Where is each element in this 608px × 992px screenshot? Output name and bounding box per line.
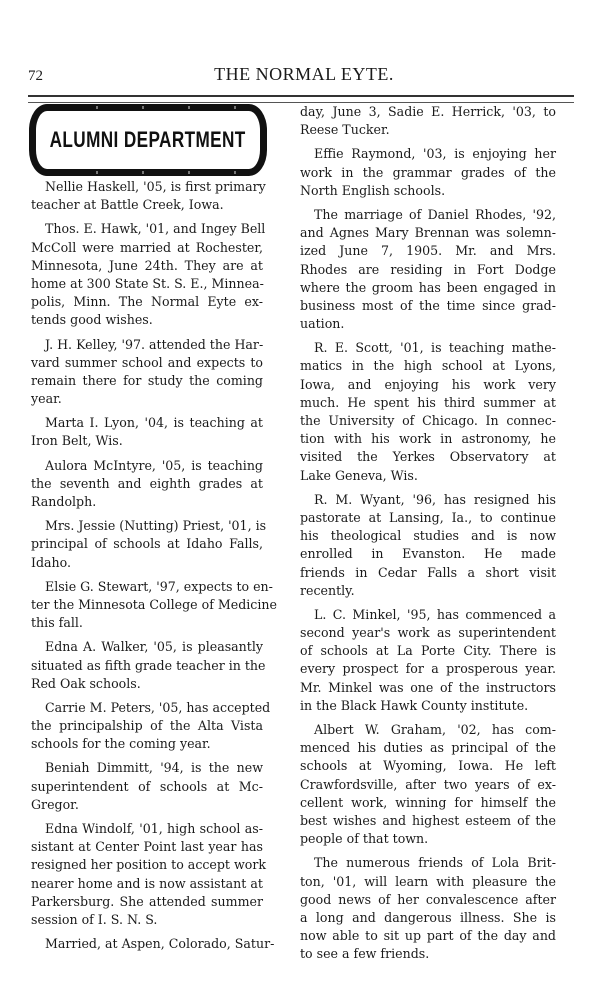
text-line: L. C. Minkel, '95, has commenced a [314, 606, 556, 622]
text-line: the University of Chicago. In connec- [300, 413, 556, 428]
text-line: Iron Belt, Wis. [31, 433, 123, 449]
text-line: Thos. E. Hawk, '01, and Ingey Bell [45, 221, 266, 237]
alumni-note-paragraph [300, 491, 556, 600]
text-line: Parkersburg. She attended summer [31, 893, 263, 909]
text-line: good news of her convalescence after [300, 891, 556, 907]
alumni-note-paragraph [31, 699, 271, 754]
text-line: ter the Minnesota College of Medicine [31, 596, 277, 612]
text-line: session of I. S. N. S. [31, 911, 158, 927]
alumni-note-paragraph [300, 206, 556, 333]
text-line: uation. [300, 316, 345, 332]
text-line: a long and dangerous illness. She is [300, 909, 556, 925]
alumni-note-paragraph [300, 721, 556, 848]
text-line: ton, '01, will learn with pleasure the [300, 873, 556, 889]
publication-title: THE NORMAL EYTE. [214, 64, 394, 84]
text-line: principal of schools at Idaho Falls, [31, 536, 263, 552]
alumni-note-paragraph [31, 220, 266, 329]
text-line: this fall. [31, 615, 83, 631]
text-line: Elsie G. Stewart, '97, expects to en- [45, 578, 273, 594]
text-line: R. M. Wyant, '96, has resigned his [314, 491, 556, 507]
text-line: pastorate at Lansing, Ia., to continue [300, 509, 556, 525]
text-line: R. E. Scott, '01, is teaching mathe- [314, 340, 556, 356]
alumni-note-paragraph [300, 339, 556, 485]
text-line: menced his duties as principal of the [300, 740, 556, 756]
text-line: Beniah Dimmitt, '94, is the new [45, 760, 263, 776]
alumni-note-paragraph [31, 820, 267, 929]
text-line: schools for the coming year. [31, 736, 211, 752]
text-line: second year's work as superintendent [300, 625, 556, 641]
header-rule-divider [28, 95, 574, 103]
text-line: vard summer school and expects to [31, 354, 263, 370]
alumni-note-paragraph [31, 759, 263, 814]
alumni-note-paragraph [31, 638, 266, 693]
text-line: and Agnes Mary Brennan was solemn- [300, 225, 556, 241]
text-line: The marriage of Daniel Rhodes, '92, [314, 206, 556, 222]
left-column [31, 104, 277, 959]
text-line: tends good wishes. [31, 312, 153, 328]
text-line: recently. [300, 582, 355, 598]
text-line: McColl were married at Rochester, [31, 239, 263, 255]
text-line: ized June 7, 1905. Mr. and Mrs. [300, 243, 556, 259]
text-line: Iowa, and enjoying his work very [300, 376, 556, 392]
text-line: people of that town. [300, 831, 429, 847]
alumni-note-paragraph [300, 145, 556, 200]
text-line: Carrie M. Peters, '05, has accepted [45, 699, 271, 715]
text-line: Married, at Aspen, Colorado, Satur- [45, 936, 275, 952]
page-number: 72 [28, 68, 43, 84]
text-line: year. [31, 391, 62, 407]
text-line: work in the grammar grades of the [300, 164, 556, 180]
section-title: ALUMNI DEPARTMENT [50, 126, 247, 152]
text-line: The numerous friends of Lola Brit- [314, 855, 556, 871]
alumni-note-paragraph [300, 606, 556, 715]
text-line: in the Black Hawk County institute. [300, 697, 529, 713]
text-line: Edna A. Walker, '05, is pleasantly [45, 639, 263, 655]
text-line: Reese Tucker. [300, 122, 390, 138]
text-line: his theological studies and is now [300, 528, 556, 544]
alumni-note-paragraph [31, 457, 263, 512]
text-line: matics in the high school at Lyons, [300, 358, 556, 374]
text-line: Minnesota, June 24th. They are at [31, 257, 263, 273]
text-line: Aulora McIntyre, '05, is teaching [45, 457, 263, 473]
text-line: sistant at Center Point last year has [31, 839, 263, 855]
alumni-note-paragraph [300, 103, 556, 139]
text-line: every prospect for a prosperous year. [300, 661, 556, 677]
text-line: situated as fifth grade teacher in the [31, 657, 266, 673]
text-line: the principalship of the Alta Vista [31, 718, 263, 734]
text-line: Albert W. Graham, '02, has com- [314, 722, 556, 737]
alumni-note-paragraph [300, 854, 556, 963]
text-line: enrolled in Evanston. He made [300, 546, 556, 562]
text-line: Idaho. [31, 554, 72, 570]
text-line: J. H. Kelley, '97. attended the Har- [45, 336, 264, 352]
text-line: Marta I. Lyon, '04, is teaching at [45, 415, 263, 431]
text-line: Gregor. [31, 796, 79, 812]
text-line: Edna Windolf, '01, high school as- [45, 821, 263, 836]
alumni-note-paragraph [31, 578, 277, 633]
text-line: much. He spent his third summer at [300, 394, 556, 410]
right-column [300, 103, 556, 969]
text-line: Mrs. Jessie (Nutting) Priest, '01, is [45, 518, 267, 534]
text-line: teacher at Battle Creek, Iowa. [31, 197, 224, 213]
text-line: superintendent of schools at Mc- [31, 778, 263, 794]
text-line: friends in Cedar Falls a short visit [300, 564, 556, 580]
text-line: where the groom has been engaged in [300, 279, 556, 295]
text-line: Mr. Minkel was one of the instructors [300, 679, 556, 695]
alumni-note-paragraph [31, 336, 263, 409]
text-line: best wishes and highest esteem of the [300, 812, 556, 828]
text-line: the seventh and eighth grades at [31, 475, 263, 491]
text-line: visited the Yerkes Observatory at [300, 449, 556, 465]
text-line: to see a few friends. [300, 946, 430, 962]
text-line: Red Oak schools. [31, 675, 141, 691]
text-line: Randolph. [31, 494, 97, 509]
text-line: tion with his work in astronomy, he [300, 431, 556, 447]
text-line: polis, Minn. The Normal Eyte ex- [31, 294, 263, 310]
text-line: Lake Geneva, Wis. [300, 467, 418, 483]
text-line: Nellie Haskell, '05, is first primary [45, 179, 266, 194]
text-line: resigned her position to accept work [31, 857, 267, 873]
text-line: Effie Raymond, '03, is enjoying her [314, 146, 556, 162]
text-line: cellent work, winning for himself the [300, 794, 556, 810]
text-line: of schools at La Porte City. There is [300, 643, 556, 659]
text-line: nearer home and is now assistant at [31, 875, 263, 891]
alumni-note-paragraph [31, 517, 267, 572]
alumni-note-paragraph [31, 414, 263, 450]
text-line: Crawfordsville, after two years of ex- [300, 776, 556, 792]
text-line: Rhodes are residing in Fort Dodge [300, 261, 556, 277]
text-line: business most of the time since grad- [300, 297, 556, 313]
text-line: now able to sit up part of the day and [300, 928, 556, 944]
alumni-note-paragraph [31, 935, 275, 953]
text-line: home at 300 State St. S. E., Minnea- [31, 275, 264, 291]
text-line: day, June 3, Sadie E. Herrick, '03, to [300, 104, 556, 119]
text-line: schools at Wyoming, Iowa. He left [300, 758, 556, 774]
text-line: remain there for study the coming [31, 372, 263, 388]
text-line: North English schools. [300, 182, 446, 198]
section-banner [29, 104, 267, 176]
alumni-note-paragraph [31, 178, 266, 214]
